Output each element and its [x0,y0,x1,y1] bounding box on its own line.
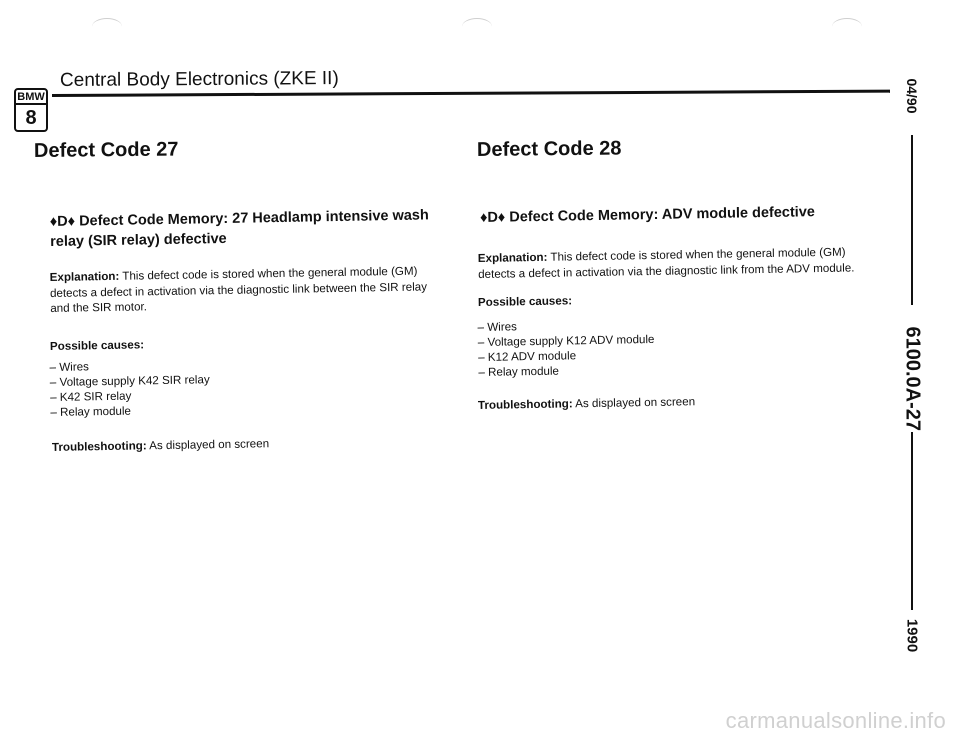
list-item: – Wires [49,360,90,375]
left-heading: Defect Code 27 [33,138,179,162]
right-explanation-line: This defect code is stored when the general module (GM) [547,245,846,264]
revision-date: 04/90 [904,78,920,114]
right-troubleshooting-text: As displayed on screen [572,395,696,411]
right-troubleshooting [478,394,695,413]
left-memory-text-1: ♦D♦ Defect Code Memory: 27 Headlamp intensive wash [49,207,429,231]
publication-year: 1990 [903,618,921,653]
right-explanation-label: Explanation: [477,250,548,266]
left-explanation-label: Explanation: [49,269,120,285]
punch-hole-mark [832,18,862,35]
page-code: 6100.0A-27 [901,326,924,432]
left-troubleshooting [52,436,269,455]
list-item: – Wires [477,320,518,335]
logo-series: 8 [25,107,37,129]
right-heading: Defect Code 28 [476,137,622,161]
left-explanation-line: This defect code is stored when the general module (GM) [119,264,418,283]
left-memory-text-2: relay (SIR relay) defective [50,230,227,250]
bmw-logo [14,88,48,132]
list-item: – Relay module [478,364,560,379]
margin-rule [911,135,913,305]
left-memory-line [50,205,430,252]
list-item: – Relay module [50,404,132,419]
left-explanation [50,263,451,316]
section-title: Central Body Electronics (ZKE II) [59,68,339,91]
left-troubleshooting-label: Troubleshooting: [51,439,147,454]
left-explanation-line: detects a defect in activation via the diagnostic link between the SIR relay [49,279,428,300]
right-causes-list [477,317,655,380]
right-memory-line: ♦D♦ Defect Code Memory: ADV module defective [479,204,816,226]
right-causes-label: Possible causes: [477,294,573,309]
left-explanation-line: and the SIR motor. [50,300,148,315]
right-troubleshooting-label: Troubleshooting: [477,397,573,412]
logo-brand: BMW [17,91,45,103]
list-item: – Voltage supply K12 ADV module [477,332,655,350]
right-explanation [478,244,878,282]
list-item: – K42 SIR relay [50,389,132,404]
list-item: – Voltage supply K42 SIR relay [49,373,210,390]
watermark: carmanualsonline.info [725,708,946,733]
right-explanation-line: detects a defect in activation via the diagnostic link from the ADV module. [478,260,855,281]
punch-hole-mark [462,18,492,35]
left-troubleshooting-text: As displayed on screen [146,437,270,453]
punch-hole-mark [92,18,122,35]
list-item: – K12 ADV module [478,349,577,364]
margin-rule [911,432,913,610]
left-causes-list [49,357,210,420]
left-causes-label: Possible causes: [49,338,145,353]
